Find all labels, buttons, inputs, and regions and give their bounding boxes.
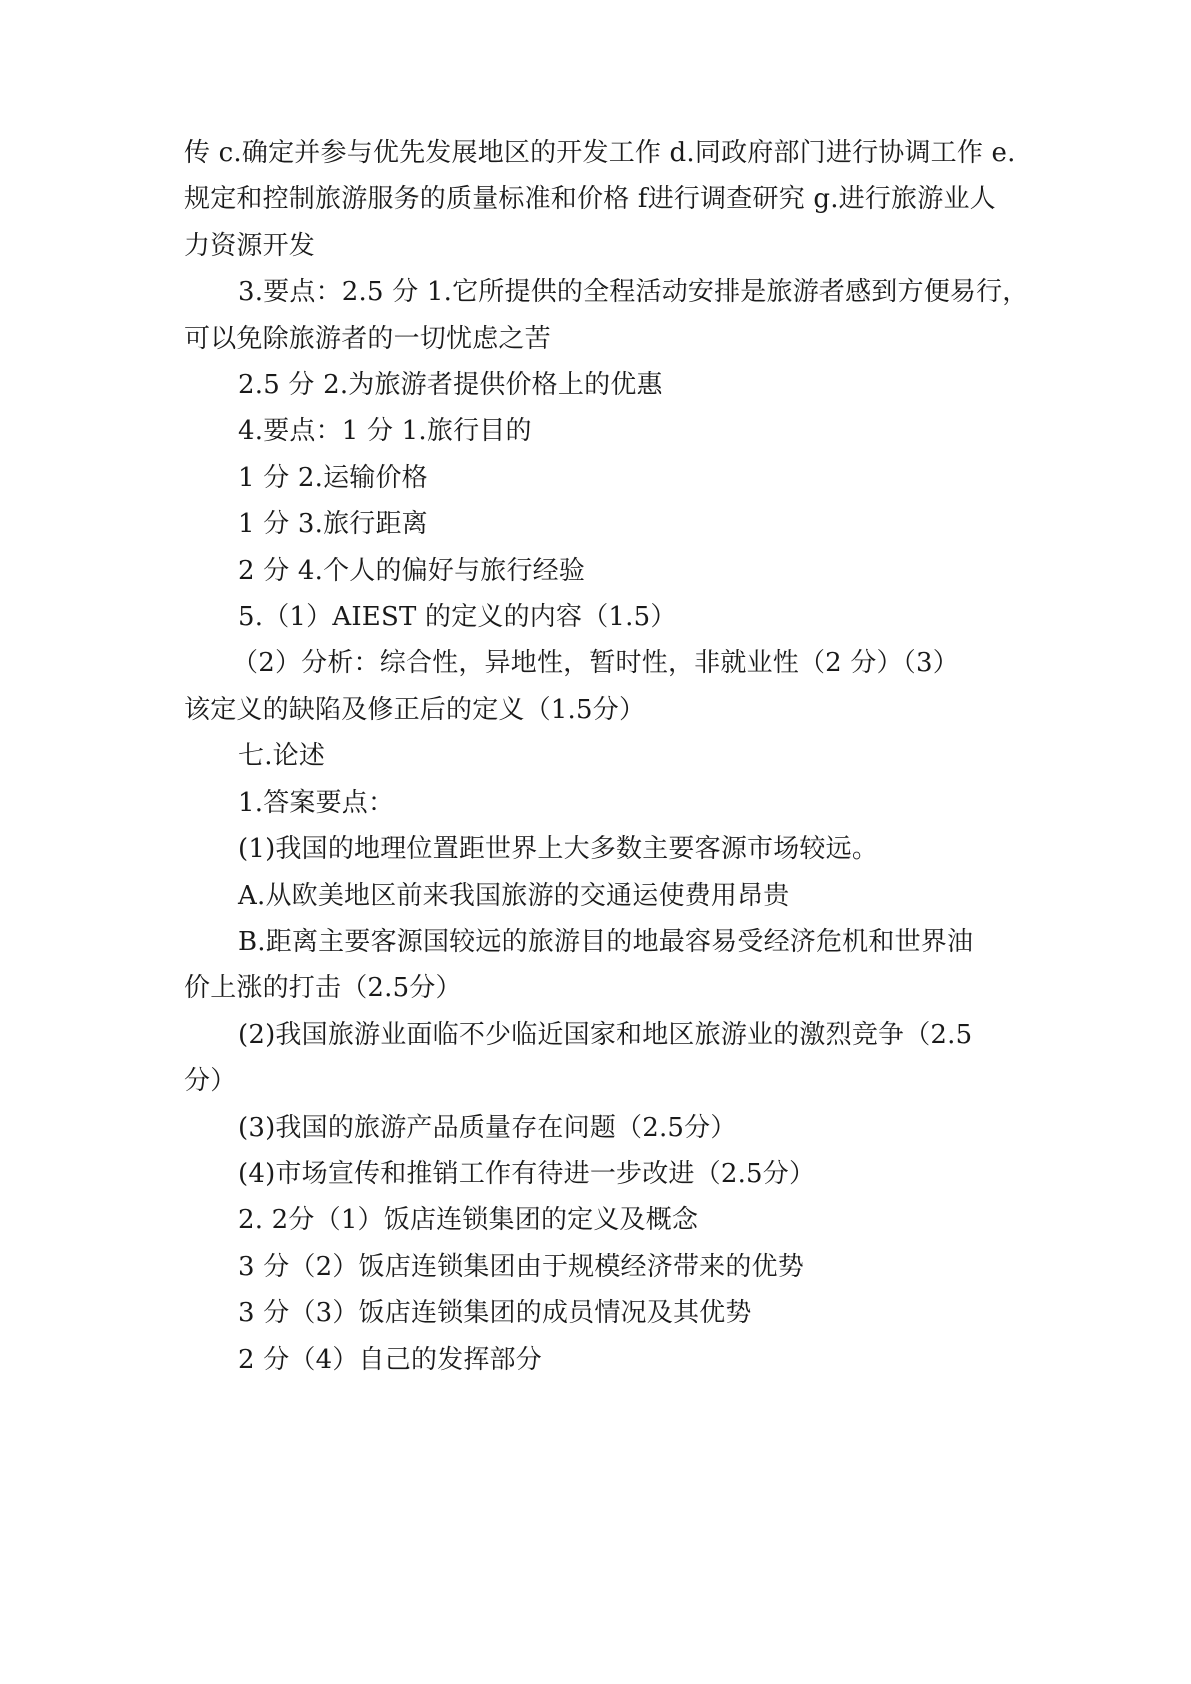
- text-line: 4.要点：1 分 1.旅行目的: [238, 416, 532, 447]
- text-line: 3.要点：2.5 分 1.它所提供的全程活动安排是旅游者感到方便易行，: [238, 277, 1029, 308]
- text-line: 力资源开发: [184, 230, 316, 261]
- text-line: (1)我国的地理位置距世界上大多数主要客源市场较远。: [238, 834, 879, 865]
- text-line: 5.（1）AIEST 的定义的内容（1.5）: [238, 602, 677, 633]
- text-line: (2)我国旅游业面临不少临近国家和地区旅游业的激烈竞争（2.5: [238, 1019, 973, 1050]
- text-line: B.距离主要客源国较远的旅游目的地最容易受经济危机和世界油: [238, 926, 974, 957]
- text-line: 3 分（3）饭店连锁集团的成员情况及其优势: [238, 1298, 752, 1329]
- text-line: 2.5 分 2.为旅游者提供价格上的优惠: [238, 370, 663, 401]
- text-line: 1 分 2.运输价格: [238, 462, 428, 493]
- text-line: 1 分 3.旅行距离: [238, 509, 428, 540]
- text-line: (3)我国的旅游产品质量存在问题（2.5分）: [238, 1112, 737, 1143]
- text-line: （2）分析：综合性，异地性，暂时性，非就业性（2 分）（3）: [232, 648, 959, 679]
- text-line: 传 c.确定并参与优先发展地区的开发工作 d.同政府部门进行协调工作 e.: [184, 138, 1016, 168]
- text-line: 该定义的缺陷及修正后的定义（1.5分）: [184, 694, 646, 725]
- document-body: [184, 130, 1034, 1383]
- text-line: 可以免除旅游者的一切忧虑之苦: [184, 323, 551, 354]
- text-line: 价上涨的打击（2.5分）: [184, 973, 462, 1004]
- text-line: 2 分（4）自己的发挥部分: [238, 1344, 542, 1375]
- text-line: A.从欧美地区前来我国旅游的交通运使费用昂贵: [238, 880, 790, 911]
- text-line: 2. 2分（1）饭店连锁集团的定义及概念: [238, 1205, 699, 1236]
- text-line: 3 分（2）饭店连锁集团由于规模经济带来的优势: [238, 1251, 804, 1282]
- text-line: (4)市场宣传和推销工作有待进一步改进（2.5分）: [238, 1158, 816, 1189]
- text-line: 规定和控制旅游服务的质量标准和价格 f进行调查研究 g.进行旅游业人: [184, 184, 996, 215]
- text-line: 分）: [184, 1066, 237, 1097]
- text-line: 1.答案要点：: [238, 787, 395, 818]
- section-heading: 七.论述: [238, 741, 326, 772]
- text-line: 2 分 4.个人的偏好与旅行经验: [238, 555, 586, 586]
